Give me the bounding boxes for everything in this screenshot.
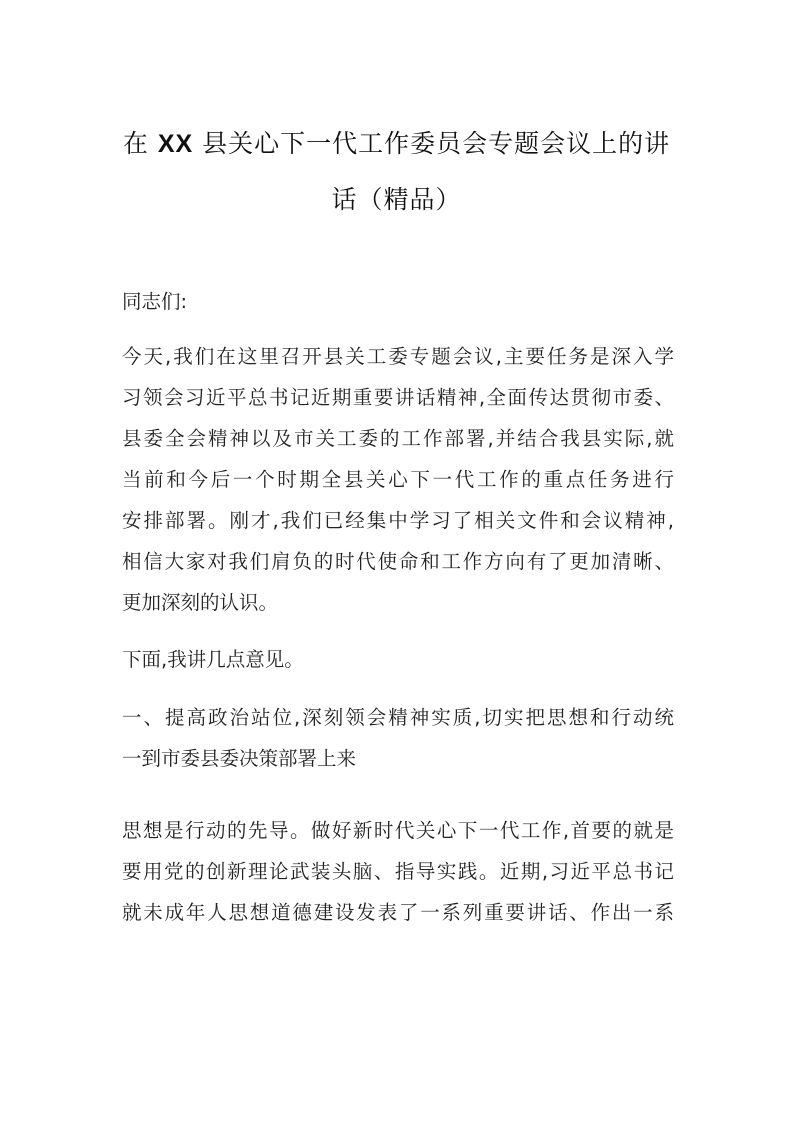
title-county-placeholder: XX — [157, 130, 194, 158]
paragraph-3-line-2: 要用党的创新理论武装头脑、指导实践。近期,习近平总书记 — [122, 860, 674, 883]
paragraph-3-line-3: 就未成年人思想道德建设发表了一系列重要讲话、作出一系 — [122, 901, 674, 924]
paragraph-2-line-1: 下面,我讲几点意见。 — [122, 648, 304, 671]
document-title — [100, 116, 693, 228]
title-line-1 — [100, 116, 693, 172]
paragraph-1-line-6: 相信大家对我们肩负的时代使命和工作方向有了更加清晰、 — [122, 550, 674, 573]
paragraph-1-line-7: 更加深刻的认识。 — [122, 591, 279, 614]
paragraph-3-line-1: 思想是行动的先导。做好新时代关心下一代工作,首要的就是 — [122, 819, 674, 842]
paragraph-1-line-2: 习领会习近平总书记近期重要讲话精神,全面传达贯彻市委、 — [122, 386, 674, 409]
title-rest: 县关心下一代工作委员会专题会议上的讲 — [202, 129, 671, 158]
paragraph-1-line-5: 安排部署。刚才,我们已经集中学习了相关文件和会议精神, — [122, 509, 674, 532]
paragraph-1-line-4: 当前和今后一个时期全县关心下一代工作的重点任务进行 — [122, 468, 674, 491]
paragraph-1-line-3: 县委全会精神以及市关工委的工作部署,并结合我县实际,就 — [122, 427, 674, 450]
section-heading-1-line-2: 一到市委县委决策部署上来 — [122, 747, 357, 770]
section-heading-1-line-1: 一、提高政治站位,深刻领会精神实质,切实把思想和行动统 — [122, 706, 674, 729]
title-prefix: 在 — [122, 129, 149, 158]
salutation: 同志们: — [122, 290, 188, 313]
paragraph-1-line-1: 今天,我们在这里召开县关工委专题会议,主要任务是深入学 — [122, 345, 674, 368]
title-line-2: 话（精品） — [331, 185, 462, 214]
